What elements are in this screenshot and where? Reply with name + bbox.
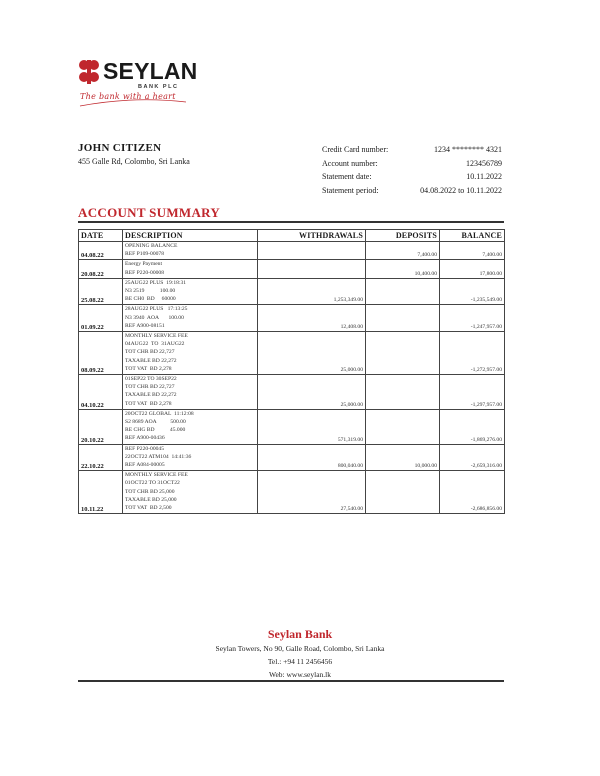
cell-deposit <box>366 375 440 410</box>
description-line: 25AUG22 PLUS 19:18:31 <box>125 279 187 286</box>
table-row <box>79 332 505 375</box>
cell-description <box>123 375 258 410</box>
col-deposits-header: DEPOSITS <box>366 230 440 242</box>
description-line: TOT CHR BD 22,727 <box>125 384 175 391</box>
transactions-body <box>79 242 505 514</box>
transactions-table <box>78 229 505 514</box>
cell-date: 04.10.22 <box>79 375 123 410</box>
description-line: N3 3940 AOA 100.00 <box>125 314 184 321</box>
col-date-header: DATE <box>79 230 123 242</box>
description-line: TAXABLE BD 25,000 <box>125 496 177 503</box>
cell-date: 20.10.22 <box>79 409 123 444</box>
cell-description <box>123 444 258 471</box>
statement-info-values <box>400 143 502 197</box>
cell-description <box>123 332 258 375</box>
cell-date: 10.11.22 <box>79 471 123 514</box>
cell-balance: -1,297,957.00 <box>440 375 505 410</box>
cell-deposit <box>366 332 440 375</box>
description-line: 04AUG22 TO 31AUG22 <box>125 341 185 348</box>
cell-withdrawal: 571,319.00 <box>258 409 366 444</box>
cell-deposit: 10,400.00 <box>366 260 440 278</box>
description-line: S2 8689 AOA 500.00 <box>125 419 186 426</box>
statement-period: 04.08.2022 to 10.11.2022 <box>420 185 502 195</box>
logo-name: SEYLAN <box>103 58 198 84</box>
cell-balance: -2,686,856.00 <box>440 471 505 514</box>
description-line: BE CH0 BD 60000 <box>125 296 176 303</box>
description-line: TOT CHR BD 22,727 <box>125 349 175 356</box>
description-line: 20OCT22 GLOBAL 11:12:08 <box>125 410 194 417</box>
description-line: REF P220-00045 <box>125 445 165 452</box>
table-row <box>79 471 505 514</box>
cell-date: 20.08.22 <box>79 260 123 278</box>
cell-deposit <box>366 471 440 514</box>
customer-address: 455 Galle Rd, Colombo, Sri Lanka <box>78 157 190 166</box>
description-line: REF P109-00078 <box>125 251 165 258</box>
seylan-emblem-icon <box>78 58 100 86</box>
table-header-row <box>79 230 505 242</box>
info-label: Statement period: <box>322 185 379 195</box>
cell-date: 08.09.22 <box>79 332 123 375</box>
table-row <box>79 305 505 332</box>
cell-balance: 7,400.00 <box>440 242 505 260</box>
logo-subtitle: BANK PLC <box>138 84 179 90</box>
cell-withdrawal: 25,000.00 <box>258 332 366 375</box>
cell-balance: -1,272,957.00 <box>440 332 505 375</box>
description-line: 01SEP22 TO 30SEP22 <box>125 376 177 383</box>
description-line: TOT VAT BD 2,500 <box>125 505 172 512</box>
statement-date: 10.11.2022 <box>466 172 502 181</box>
description-line: 28AUG22 PLUS 17:13:25 <box>125 306 188 313</box>
statement-info-labels <box>322 143 388 197</box>
table-row <box>79 278 505 305</box>
cell-description <box>123 242 258 260</box>
description-line: REF P220-00008 <box>125 269 165 276</box>
table-row <box>79 375 505 410</box>
cell-balance: -2,659,316.00 <box>440 444 505 471</box>
cell-withdrawal: 27,540.00 <box>258 471 366 514</box>
cell-balance: -1,869,276.00 <box>440 409 505 444</box>
cell-withdrawal <box>258 260 366 278</box>
cell-date: 22.10.22 <box>79 444 123 471</box>
cell-description <box>123 260 258 278</box>
cell-withdrawal: 12,408.00 <box>258 305 366 332</box>
footer-website: Web: www.seylan.lk <box>268 670 332 679</box>
footer-bank-name: Seylan Bank <box>267 627 333 641</box>
cell-balance: -1,247,957.00 <box>440 305 505 332</box>
account-summary-title: ACCOUNT SUMMARY <box>78 205 221 220</box>
cell-description <box>123 409 258 444</box>
table-row <box>79 409 505 444</box>
col-withdrawals-header: WITHDRAWALS <box>258 230 366 242</box>
cell-withdrawal: 1,253,349.00 <box>258 278 366 305</box>
info-label: Account number: <box>322 158 378 168</box>
description-line: Energy Payment <box>125 261 163 268</box>
customer-name: JOHN CITIZEN <box>78 142 162 154</box>
description-line: REF A900-00436 <box>125 435 165 442</box>
cell-withdrawal <box>258 242 366 260</box>
divider <box>78 221 504 223</box>
description-line: REF A084-00005 <box>125 462 165 469</box>
table-row <box>79 260 505 278</box>
description-line: N3 2519 100.00 <box>125 288 176 295</box>
footer-address: Seylan Towers, No 90, Galle Road, Colombo, Sri Lanka <box>215 644 385 653</box>
info-label: Statement date: <box>322 172 372 181</box>
footer-phone: Tel.: +94 11 2456456 <box>267 657 333 666</box>
description-line: TAXABLE BD 22,272 <box>125 357 177 364</box>
cell-withdrawal: 25,000.00 <box>258 375 366 410</box>
cell-withdrawal: 800,040.00 <box>258 444 366 471</box>
description-line: TOT VAT BD 2,278 <box>125 365 172 372</box>
description-line: TAXABLE BD 22,272 <box>125 392 177 399</box>
info-label: Credit Card number: <box>322 145 389 154</box>
description-line: MONTHLY SERVICE FEE <box>125 472 188 479</box>
cell-balance: 17,800.00 <box>440 260 505 278</box>
cell-date: 04.08.22 <box>79 242 123 260</box>
cell-balance: -1,235,549.00 <box>440 278 505 305</box>
footer-divider <box>78 680 504 682</box>
cell-date: 25.08.22 <box>79 278 123 305</box>
description-line: 22OCT22 ATM104 14:41:36 <box>125 453 192 460</box>
table-row <box>79 444 505 471</box>
cell-deposit <box>366 278 440 305</box>
col-balance-header: BALANCE <box>440 230 505 242</box>
logo-tagline: The bank with a heart <box>80 92 176 101</box>
cell-description <box>123 471 258 514</box>
col-description-header: DESCRIPTION <box>123 230 258 242</box>
cell-description <box>123 278 258 305</box>
cell-description <box>123 305 258 332</box>
cell-deposit <box>366 305 440 332</box>
cell-deposit: 7,400.00 <box>366 242 440 260</box>
account-number: 123456789 <box>466 158 502 168</box>
bank-logo <box>78 58 198 108</box>
description-line: 01OCT22 TO 31OCT22 <box>125 480 180 487</box>
description-line: TOT VAT BD 2,278 <box>125 400 172 407</box>
cell-deposit <box>366 409 440 444</box>
cell-date: 01.09.22 <box>79 305 123 332</box>
cell-deposit: 10,000.00 <box>366 444 440 471</box>
description-line: OPENING BALANCE <box>125 243 178 249</box>
table-row <box>79 242 505 260</box>
card-number: 1234 ******** 4321 <box>434 145 502 154</box>
description-line: TOT CHR BD 25,000 <box>125 488 175 495</box>
description-line: REF A900-08151 <box>125 322 165 329</box>
description-line: RE CHG BD 45.000 <box>125 427 186 434</box>
description-line: MONTHLY SERVICE FEE <box>125 333 188 340</box>
